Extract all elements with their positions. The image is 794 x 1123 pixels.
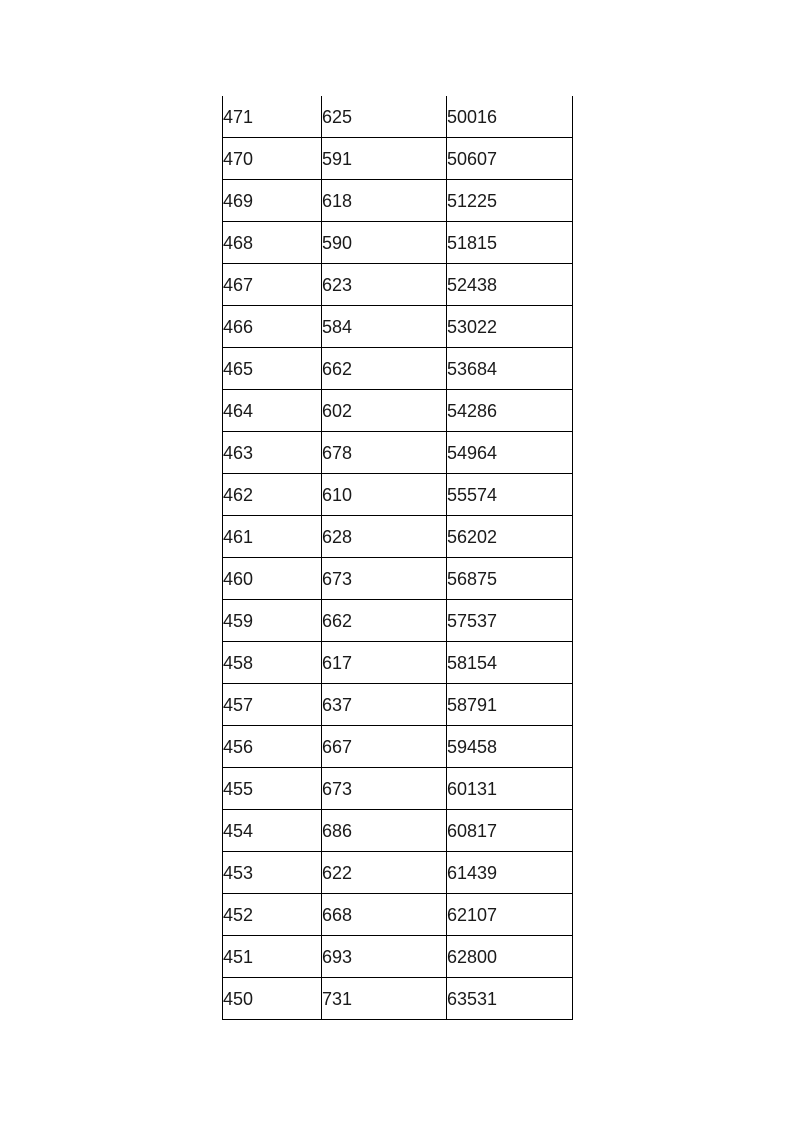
cumulative-cell: 58154 [447,642,573,684]
count-cell: 673 [322,558,447,600]
score-cell: 466 [223,306,322,348]
count-cell: 625 [322,96,447,138]
score-cell: 457 [223,684,322,726]
score-cell: 460 [223,558,322,600]
count-cell: 668 [322,894,447,936]
table-row [223,432,573,474]
table-row [223,600,573,642]
count-cell: 686 [322,810,447,852]
table-row [223,726,573,768]
cumulative-cell: 56202 [447,516,573,558]
cumulative-cell: 52438 [447,264,573,306]
cumulative-cell: 55574 [447,474,573,516]
score-cell: 459 [223,600,322,642]
count-cell: 667 [322,726,447,768]
cumulative-cell: 61439 [447,852,573,894]
table-row [223,306,573,348]
score-cell: 458 [223,642,322,684]
score-cell: 454 [223,810,322,852]
count-cell: 617 [322,642,447,684]
table-row [223,180,573,222]
table-row [223,936,573,978]
count-cell: 662 [322,600,447,642]
cumulative-cell: 51815 [447,222,573,264]
score-cell: 461 [223,516,322,558]
table-row [223,558,573,600]
table-row [223,894,573,936]
count-cell: 618 [322,180,447,222]
cumulative-cell: 60817 [447,810,573,852]
cumulative-cell: 59458 [447,726,573,768]
cumulative-cell: 53022 [447,306,573,348]
cumulative-cell: 50016 [447,96,573,138]
cumulative-cell: 58791 [447,684,573,726]
count-cell: 731 [322,978,447,1020]
score-cell: 456 [223,726,322,768]
cumulative-cell: 54964 [447,432,573,474]
score-cell: 451 [223,936,322,978]
count-cell: 678 [322,432,447,474]
count-cell: 673 [322,768,447,810]
score-cell: 470 [223,138,322,180]
table-row [223,474,573,516]
count-cell: 637 [322,684,447,726]
score-cell: 455 [223,768,322,810]
table-row [223,138,573,180]
score-cell: 463 [223,432,322,474]
score-cell: 467 [223,264,322,306]
cumulative-cell: 62107 [447,894,573,936]
table-row [223,222,573,264]
score-cell: 468 [223,222,322,264]
cumulative-cell: 60131 [447,768,573,810]
table-row [223,264,573,306]
table-row [223,390,573,432]
count-cell: 693 [322,936,447,978]
table-row [223,642,573,684]
count-cell: 622 [322,852,447,894]
cumulative-cell: 54286 [447,390,573,432]
cumulative-cell: 57537 [447,600,573,642]
count-cell: 662 [322,348,447,390]
count-cell: 602 [322,390,447,432]
count-cell: 623 [322,264,447,306]
table-row [223,978,573,1020]
table-row [223,348,573,390]
count-cell: 610 [322,474,447,516]
score-cell: 450 [223,978,322,1020]
table-row [223,852,573,894]
table-row [223,96,573,138]
score-table [222,96,573,1020]
table-row [223,516,573,558]
table-row [223,684,573,726]
table-row [223,768,573,810]
score-cell: 469 [223,180,322,222]
count-cell: 590 [322,222,447,264]
score-cell: 462 [223,474,322,516]
table-row [223,810,573,852]
count-cell: 628 [322,516,447,558]
cumulative-cell: 53684 [447,348,573,390]
score-cell: 453 [223,852,322,894]
cumulative-cell: 51225 [447,180,573,222]
cumulative-cell: 63531 [447,978,573,1020]
score-cell: 465 [223,348,322,390]
score-table-body [223,96,573,1020]
score-cell: 452 [223,894,322,936]
cumulative-cell: 50607 [447,138,573,180]
count-cell: 584 [322,306,447,348]
cumulative-cell: 56875 [447,558,573,600]
count-cell: 591 [322,138,447,180]
score-cell: 464 [223,390,322,432]
score-cell: 471 [223,96,322,138]
cumulative-cell: 62800 [447,936,573,978]
